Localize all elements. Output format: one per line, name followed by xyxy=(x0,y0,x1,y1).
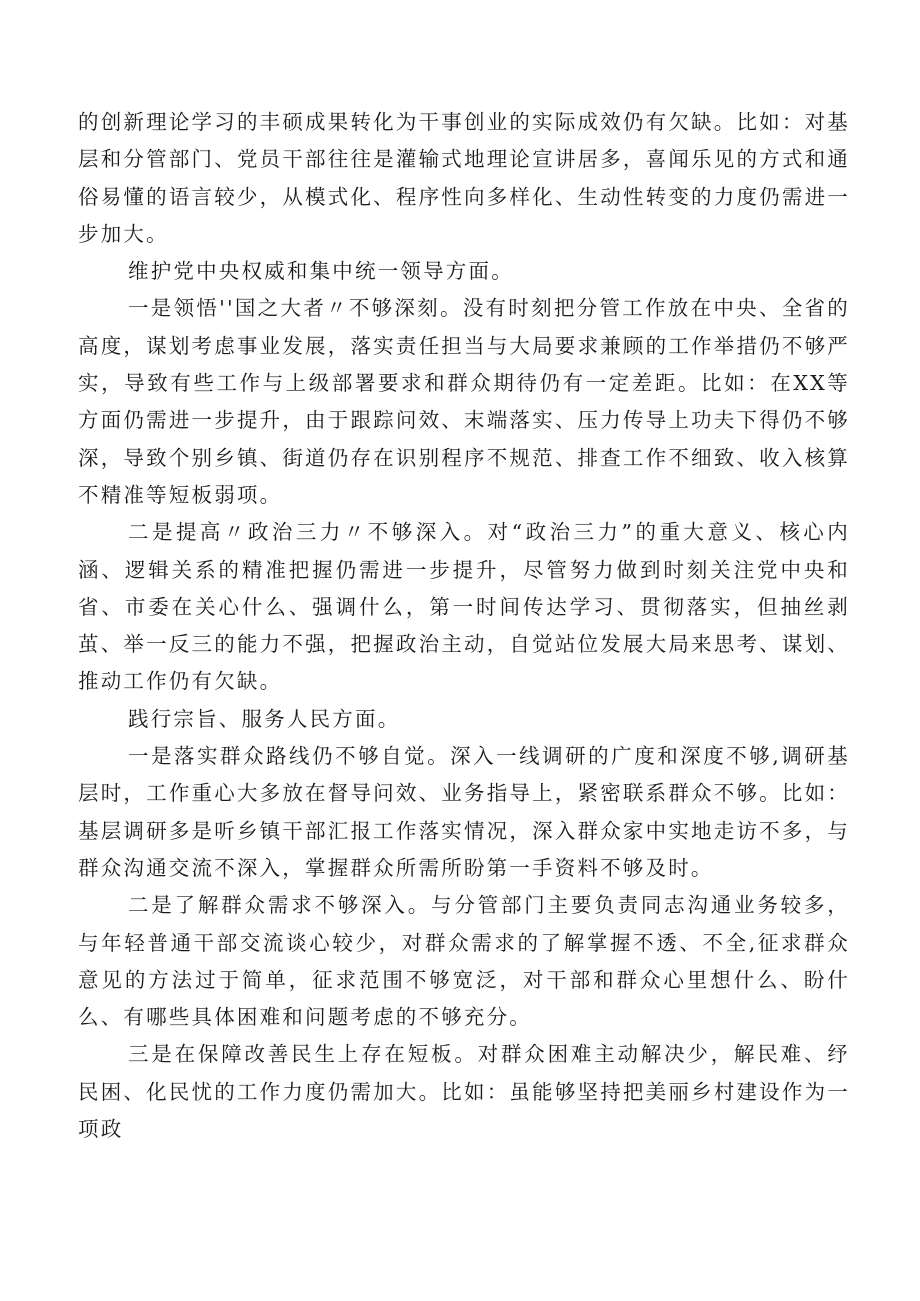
paragraph-2: 维护党中央权威和集中统一领导方面。 xyxy=(128,259,514,284)
paragraph-5: 践行宗旨、服务人民方面。 xyxy=(128,706,401,731)
paragraph-8: 三是在保障改善民生上存在短板。对群众困难主动解决少，解民难、纾民困、化民忧的工作力度仍需加大。比如：虽能够坚持把美丽乡村建设作为一项政 xyxy=(78,1042,850,1142)
paragraph-4: 二是提高〃政治三力〃不够深入。对“政治三力”的重大意义、核心内涵、逻辑关系的精准把握仍需进一步提升，尽管努力做到时刻关注党中央和省、市委在关心什么、强调什么，第一时间传达学习、贯彻落实，但抽丝剥茧、举一反三的能力不强，把握政治主动，自觉站位发展大局来思考、谋划、推动工作仍有欠缺。 xyxy=(78,520,850,694)
paragraph-1: 的创新理论学习的丰硕成果转化为干事创业的实际成效仍有欠缺。比如：对基层和分管部门、党员干部往往是灌输式地理论宣讲居多，喜闻乐见的方式和通俗易懂的语言较少，从模式化、程序性向多样化、生动性转变的力度仍需进一步加大。 xyxy=(78,110,850,246)
paragraph-3: 一是领悟''国之大者〃不够深刻。没有时刻把分管工作放在中央、全省的高度，谋划考虑事业发展，落实责任担当与大局要求兼顾的工作举措仍不够严实，导致有些工作与上级部署要求和群众期待仍有一定差距。比如：在XX等方面仍需进一步提升，由于跟踪问效、末端落实、压力传导上功夫下得仍不够深，导致个别乡镇、街道仍存在识别程序不规范、排查工作不细致、收入核算不精准等短板弱项。 xyxy=(78,296,850,507)
paragraph-6: 一是落实群众路线仍不够自觉。深入一线调研的广度和深度不够,调研基层时，工作重心大多放在督导问效、业务指导上，紧密联系群众不够。比如：基层调研多是听乡镇干部汇报工作落实情况，深入群众家中实地走访不多，与群众沟通交流不深入，掌握群众所需所盼第一手资料不够及时。 xyxy=(78,744,850,880)
paragraph-7: 二是了解群众需求不够深入。与分管部门主要负责同志沟通业务较多，与年轻普通干部交流谈心较少，对群众需求的了解掌握不透、不全,征求群众意见的方法过于简单，征求范围不够宽泛，对干部和群众心里想什么、盼什么、有哪些具体困难和问题考虑的不够充分。 xyxy=(78,893,850,1030)
